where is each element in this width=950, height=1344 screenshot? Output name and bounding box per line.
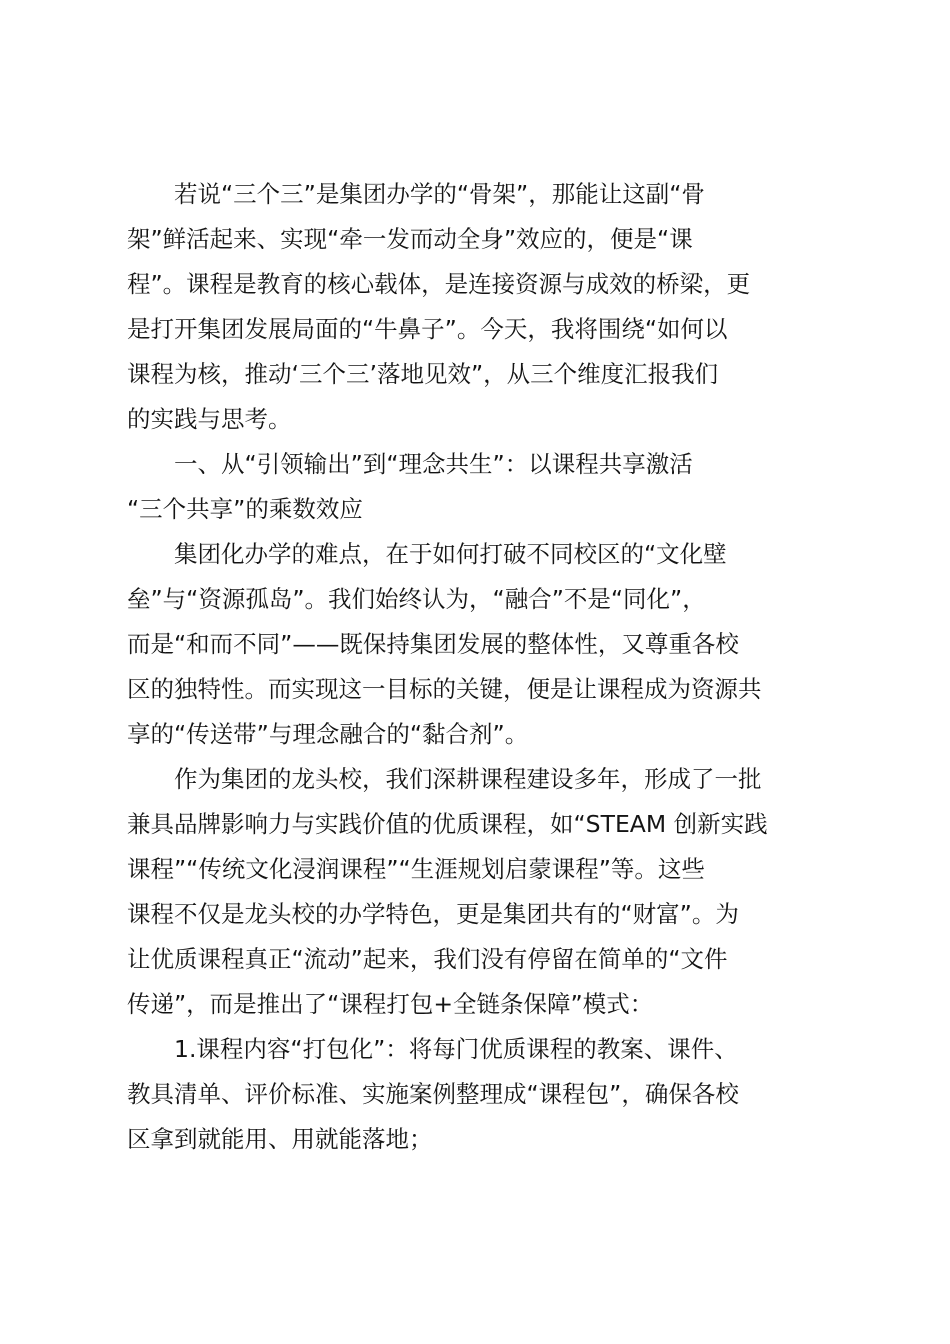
document-body — [127, 172, 837, 1162]
text-line: 1.课程内容“打包化”：将每门优质课程的教案、课件、 — [174, 1035, 738, 1063]
text-line: 享的“传送带”与理念融合的“黏合剂”。 — [127, 720, 529, 748]
text-line: 集团化办学的难点，在于如何打破不同校区的“文化壁 — [174, 540, 727, 568]
text-line: 是打开集团发展局面的“牛鼻子”。今天，我将围绕“如何以 — [127, 315, 728, 343]
section-heading — [127, 442, 837, 532]
paragraph-flagship — [127, 757, 837, 1027]
text-line: 传递”，而是推出了“课程打包+全链条保障”模式： — [127, 990, 654, 1018]
paragraph-difficulty — [127, 532, 837, 757]
text-line: 兼具品牌影响力与实践价值的优质课程，如“STEAM 创新实践 — [127, 810, 768, 838]
text-line: 区的独特性。而实现这一目标的关键，便是让课程成为资源共 — [127, 675, 762, 703]
text-line: 课程”“传统文化浸润课程”“生涯规划启蒙课程”等。这些 — [127, 855, 705, 883]
text-line: 垒”与“资源孤岛”。我们始终认为，“融合”不是“同化”， — [127, 585, 706, 613]
text-line: 若说“三个三”是集团办学的“骨架”，那能让这副“骨 — [174, 180, 705, 208]
list-item-1 — [127, 1027, 837, 1162]
text-line: 教具清单、评价标准、实施案例整理成“课程包”，确保各校 — [127, 1080, 739, 1108]
text-line: 作为集团的龙头校，我们深耕课程建设多年，形成了一批 — [174, 765, 762, 793]
text-line: “三个共享”的乘数效应 — [127, 495, 363, 523]
text-line: 让优质课程真正“流动”起来，我们没有停留在简单的“文件 — [127, 945, 728, 973]
text-line: 课程为核，推动‘三个三’落地见效”，从三个维度汇报我们 — [127, 360, 719, 388]
paragraph-intro — [127, 172, 837, 442]
text-line: 而是“和而不同”——既保持集团发展的整体性，又尊重各校 — [127, 630, 739, 658]
text-line: 架”鲜活起来、实现“牵一发而动全身”效应的，便是“课 — [127, 225, 693, 253]
text-line: 程”。课程是教育的核心载体，是连接资源与成效的桥梁，更 — [127, 270, 751, 298]
text-line: 的实践与思考。 — [127, 405, 292, 433]
text-line: 课程不仅是龙头校的办学特色，更是集团共有的“财富”。为 — [127, 900, 739, 928]
text-line: 区拿到就能用、用就能落地； — [127, 1125, 433, 1153]
text-line: 一、从“引领输出”到“理念共生”：以课程共享激活 — [174, 450, 693, 478]
